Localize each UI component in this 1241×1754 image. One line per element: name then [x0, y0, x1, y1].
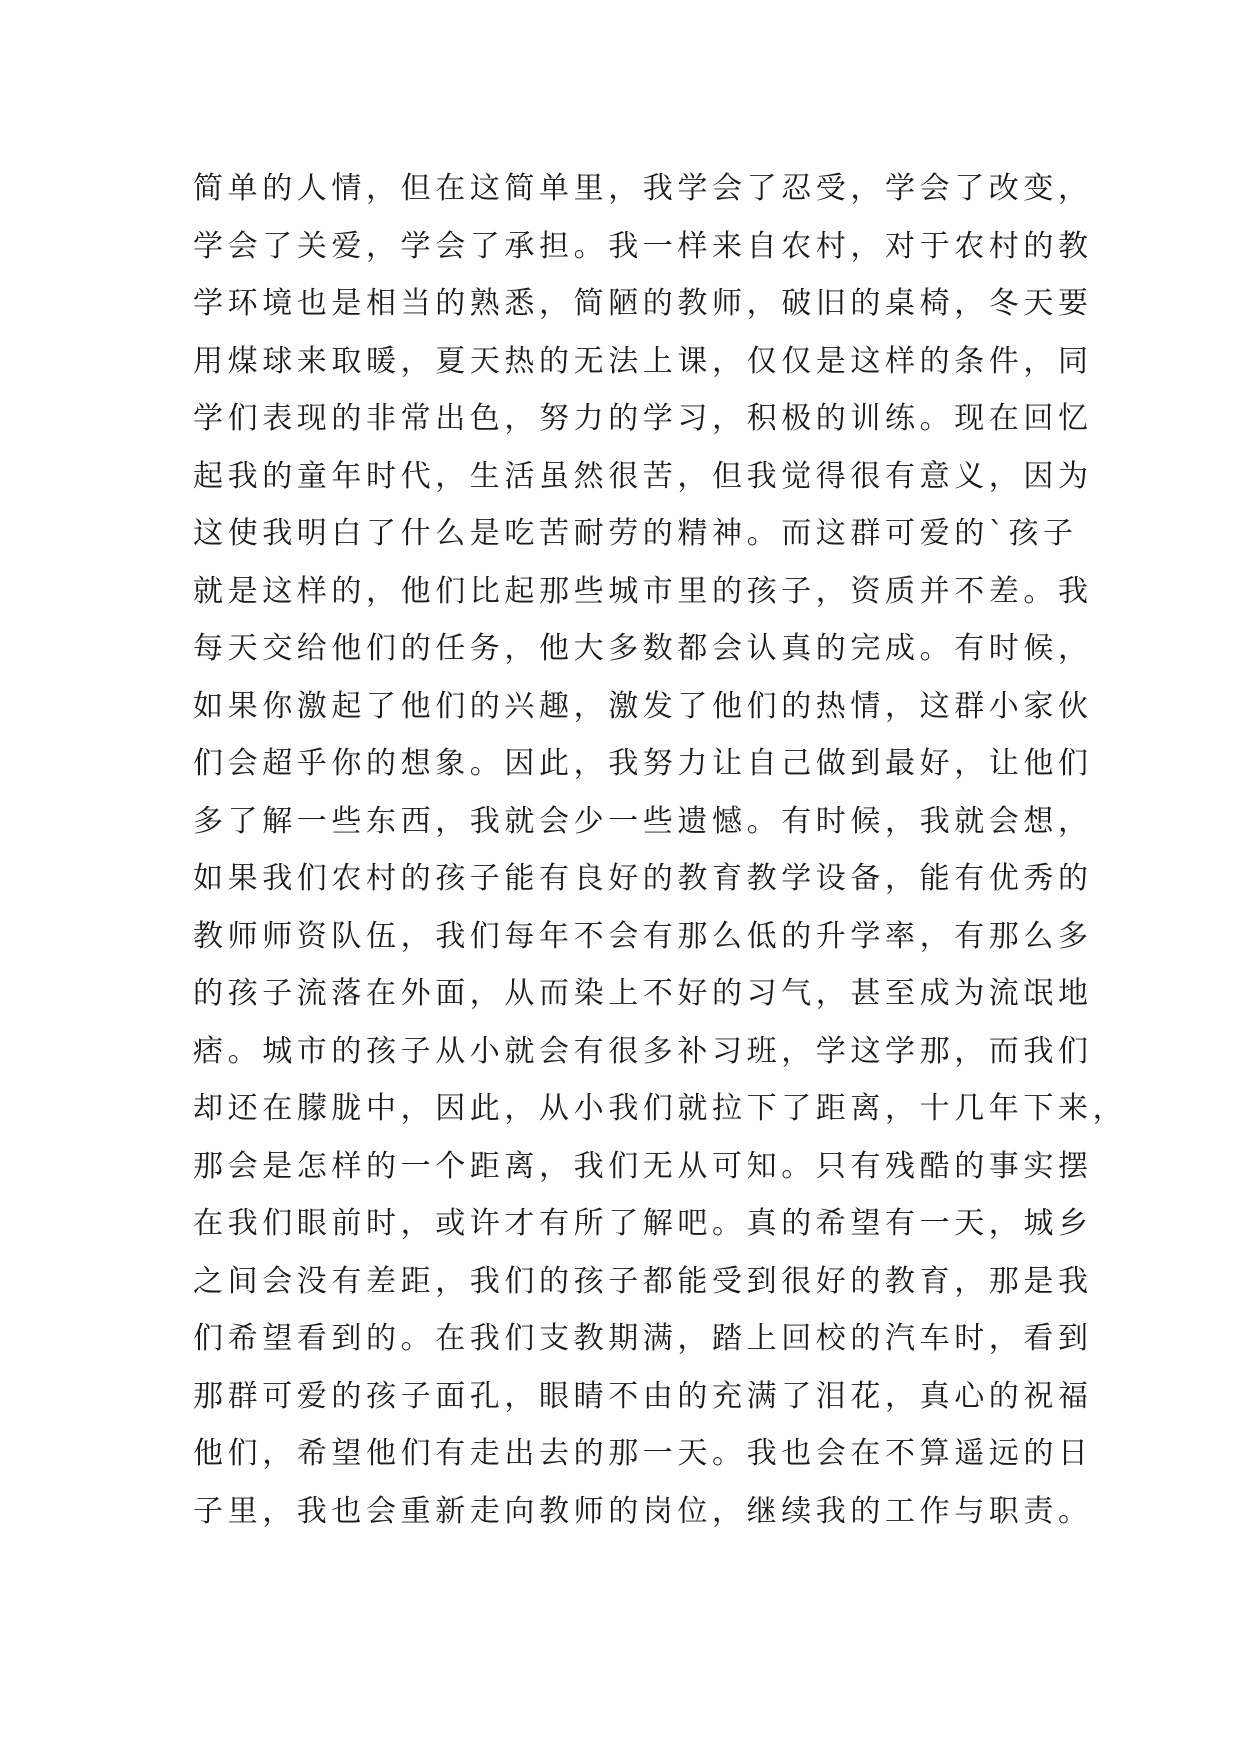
- text-line-17: 却还在朦胧中，因此，从小我们就拉下了距离，十几年下来，: [193, 1091, 1128, 1126]
- text-line-4: 用煤球来取暖，夏天热的无法上课，仅仅是这样的条件，同: [193, 343, 1093, 379]
- text-line-19: 在我们眼前时，或许才有所了解吧。真的希望有一天，城乡: [193, 1206, 1093, 1241]
- text-line-21: 们希望看到的。在我们支教期满，踏上回校的汽车时，看到: [193, 1321, 1093, 1356]
- text-line-9: 每天交给他们的任务，他大多数都会认真的完成。有时候，: [193, 631, 1093, 666]
- text-line-24: 子里，我也会重新走向教师的岗位，继续我的工作与职责。: [193, 1493, 1093, 1529]
- text-line-20: 之间会没有差距，我们的孩子都能受到很好的教育，那是我: [193, 1263, 1093, 1299]
- text-line-18: 那会是怎样的一个距离，我们无从可知。只有残酷的事实摆: [193, 1148, 1093, 1184]
- body-paragraph: [193, 160, 1128, 1540]
- text-line-3: 学环境也是相当的熟悉，简陋的教师，破旧的桌椅，冬天要: [193, 286, 1093, 321]
- text-line-15: 的孩子流落在外面，从而染上不好的习气，甚至成为流氓地: [193, 976, 1093, 1011]
- text-line-5: 学们表现的非常出色，努力的学习，积极的训练。现在回忆: [193, 401, 1093, 436]
- text-line-10: 如果你激起了他们的兴趣，激发了他们的热情，这群小家伙: [193, 688, 1093, 724]
- text-line-2: 学会了关爱，学会了承担。我一样来自农村，对于农村的教: [193, 228, 1093, 264]
- text-line-14: 教师师资队伍，我们每年不会有那么低的升学率，有那么多: [193, 918, 1093, 954]
- text-line-7: 这使我明白了什么是吃苦耐劳的精神。而这群可爱的`孩子: [193, 516, 1078, 551]
- text-line-6: 起我的童年时代，生活虽然很苦，但我觉得很有意义，因为: [193, 458, 1093, 494]
- text-line-22: 那群可爱的孩子面孔，眼睛不由的充满了泪花，真心的祝福: [193, 1378, 1093, 1414]
- text-line-23: 他们，希望他们有走出去的那一天。我也会在不算遥远的日: [193, 1436, 1093, 1471]
- text-line-8: 就是这样的，他们比起那些城市里的孩子，资质并不差。我: [193, 573, 1093, 609]
- text-line-1: 简单的人情，但在这简单里，我学会了忍受，学会了改变，: [193, 171, 1093, 206]
- text-line-11: 们会超乎你的想象。因此，我努力让自己做到最好，让他们: [193, 746, 1093, 781]
- text-line-12: 多了解一些东西，我就会少一些遗憾。有时候，我就会想，: [193, 803, 1093, 839]
- text-line-13: 如果我们农村的孩子能有良好的教育教学设备，能有优秀的: [193, 861, 1093, 896]
- text-line-16: 痞。城市的孩子从小就会有很多补习班，学这学那，而我们: [193, 1033, 1093, 1069]
